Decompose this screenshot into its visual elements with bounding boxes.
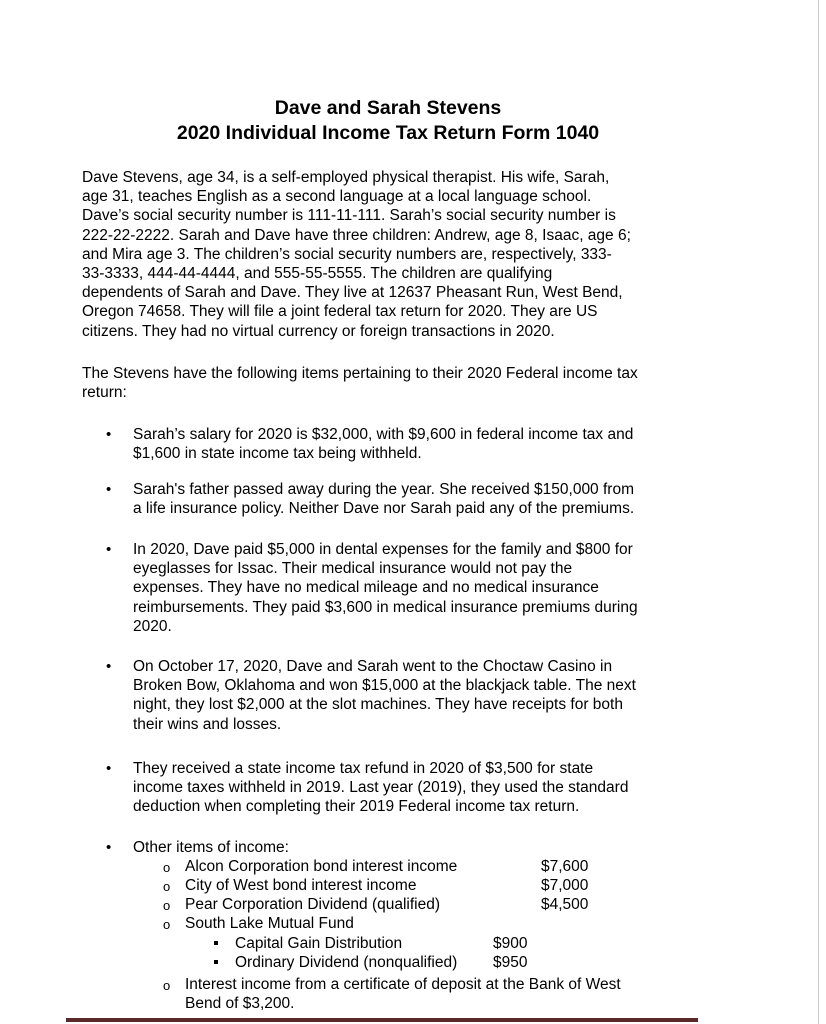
income-item-label: City of West bond interest income (185, 877, 417, 894)
intro-line: Oregon 74658. They will file a joint federal tax return for 2020. They are US (82, 303, 598, 321)
sub-bullet-icon: o (163, 879, 171, 894)
intro-line: 222-22-2222. Sarah and Dave have three children: Andrew, age 8, Isaac, age 6; (82, 226, 631, 244)
bullet-icon: • (106, 481, 112, 498)
income-item-label: South Lake Mutual Fund (185, 915, 354, 932)
list-item-line: Other items of income: (133, 839, 289, 856)
list-item-line: On October 17, 2020, Dave and Sarah went to the Choctaw Casino in (133, 658, 613, 675)
intro-line: dependents of Sarah and Dave. They live at 12637 Pheasant Run, West Bend, (82, 284, 623, 302)
list-item-line: income taxes withheld in 2019. Last year (2019), they used the standard (133, 779, 629, 797)
intro-paragraph (82, 168, 712, 341)
list-item-medical (133, 540, 698, 636)
income-item-cd (185, 975, 621, 1013)
lead-line: return: (82, 384, 127, 402)
sub-bullet-icon: o (163, 978, 171, 993)
sub-bullet-icon: o (163, 860, 171, 875)
page-edge-line (818, 0, 819, 1024)
bullet-icon: • (106, 541, 112, 558)
list-item-line: eyeglasses for Issac. Their medical insurance would not pay the (133, 560, 573, 578)
bullet-icon: • (106, 658, 112, 675)
intro-line: Dave’s social security number is 111-11-111. Sarah’s social security number is (82, 207, 616, 225)
list-item-salary (133, 425, 698, 463)
bullet-icon: • (106, 760, 112, 777)
list-item-line: Sarah’s salary for 2020 is $32,000, with $9,600 in federal income tax and (133, 426, 634, 443)
list-item-line: deduction when completing their 2019 Federal income tax return. (133, 798, 580, 816)
list-item-line: 2020. (133, 617, 172, 635)
list-item-line: They received a state income tax refund in 2020 of $3,500 for state (133, 760, 594, 777)
income-item-label: Alcon Corporation bond interest income (185, 858, 458, 875)
list-item-line: Broken Bow, Oklahoma and won $15,000 at the blackjack table. The next (133, 677, 636, 695)
list-item-other-income (133, 838, 698, 857)
income-item-label: Pear Corporation Dividend (qualified) (185, 896, 441, 913)
intro-line: age 31, teaches English as a second language at a local language school. (82, 188, 592, 206)
intro-line: and Mira age 3. The children’s social security numbers are, respectively, 333- (82, 245, 612, 263)
items-lead-paragraph (82, 364, 712, 402)
intro-line: citizens. They had no virtual currency or foreign transactions in 2020. (82, 322, 555, 340)
income-item-amount: $4,500 (541, 896, 589, 913)
square-bullet-icon (214, 960, 218, 964)
page-title: Dave and Sarah Stevens (274, 97, 502, 119)
page-subtitle: 2020 Individual Income Tax Return Form 1040 (176, 122, 600, 144)
list-item-line: $1,600 in state income tax being withheld. (133, 445, 422, 463)
square-bullet-icon (214, 941, 218, 945)
bullet-icon: • (106, 426, 112, 443)
list-item-line: expenses. They have no medical mileage and no medical insurance (133, 579, 599, 597)
list-item-line: Bend of $3,200. (185, 995, 295, 1013)
list-item-casino (133, 657, 698, 734)
list-item-line: Interest income from a certificate of deposit at the Bank of West (185, 976, 621, 993)
bullet-icon: • (106, 839, 112, 856)
list-item-line: In 2020, Dave paid $5,000 in dental expenses for the family and $800 for (133, 541, 633, 558)
list-item-line: a life insurance policy. Neither Dave nor Sarah paid any of the premiums. (133, 500, 635, 518)
list-item-line: Sarah's father passed away during the year. She received $150,000 from (133, 481, 634, 498)
list-item-line: reimbursements. They paid $3,600 in medical insurance premiums during (133, 598, 638, 616)
fund-item-amount: $900 (493, 935, 528, 952)
sub-bullet-icon: o (163, 898, 171, 913)
fund-item-amount: $950 (493, 954, 528, 971)
intro-line: 33-3333, 444-44-4444, and 555-55-5555. The children are qualifying (82, 265, 553, 283)
fund-item-label: Capital Gain Distribution (235, 935, 403, 952)
intro-line: Dave Stevens, age 34, is a self-employed physical therapist. His wife, Sarah, (82, 169, 610, 186)
lead-line: The Stevens have the following items pertaining to their 2020 Federal income tax (82, 365, 638, 382)
income-item-amount: $7,000 (541, 877, 589, 894)
page-bottom-rule (66, 1018, 698, 1022)
list-item-line: night, they lost $2,000 at the slot machines. They have receipts for both (133, 696, 623, 714)
income-item-amount: $7,600 (541, 858, 589, 875)
sub-bullet-icon: o (163, 917, 171, 932)
list-item-life-insurance (133, 480, 698, 518)
fund-item-label: Ordinary Dividend (nonqualified) (235, 954, 458, 971)
list-item-state-refund (133, 759, 698, 817)
list-item-line: their wins and losses. (133, 715, 282, 733)
